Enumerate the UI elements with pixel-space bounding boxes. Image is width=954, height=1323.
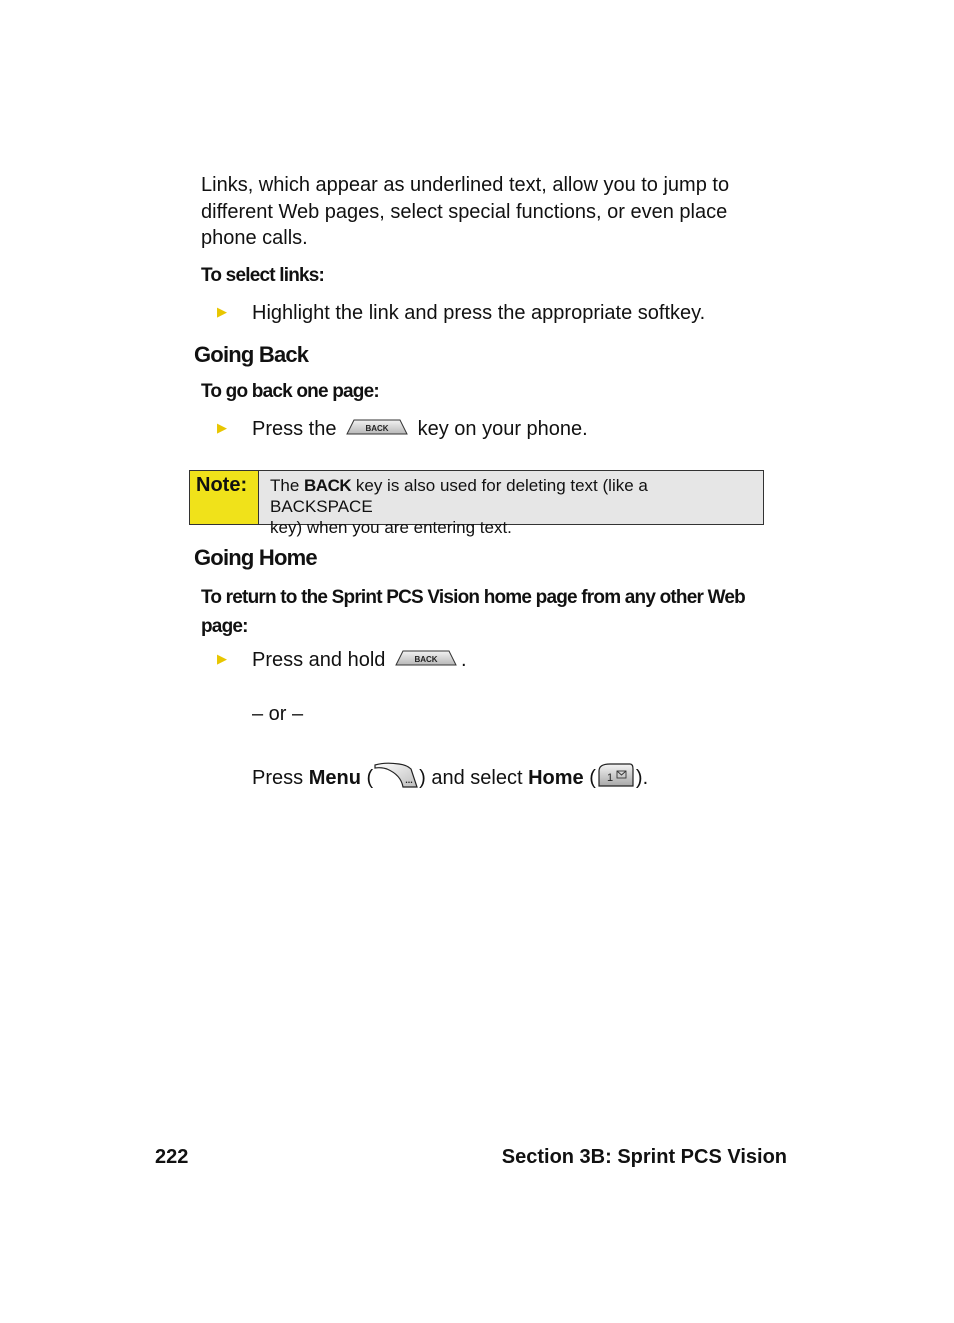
note-box [189,470,764,537]
section-heading-going-home: Going Home [194,545,317,570]
step-text: Press [252,767,304,790]
intro-paragraph [201,172,729,252]
section-title: Section 3B: Sprint PCS Vision [501,1146,787,1168]
note-key-name: BACK [304,476,352,495]
back-key-icon [395,647,457,674]
menu-key-name: Menu [308,767,361,790]
procedure-line: page: [201,616,248,637]
intro-line: Links, which appear as underlined text, allow you to jump to [201,174,730,196]
step-text: . [460,649,467,671]
or-separator: – or – [252,703,304,725]
step-go-back [252,416,588,443]
step-text: Press and hold [252,649,386,671]
home-key-name: Home [528,767,584,790]
note-text [270,475,755,538]
step-press-hold-back [252,647,467,674]
procedure-heading-go-home [201,583,745,641]
procedure-heading-go-back: To go back one page: [201,381,379,402]
step-text: ) and select [419,767,523,790]
bullet-arrow-icon: ▶ [217,651,227,666]
step-text: ). [635,767,649,790]
step-text: key on your phone. [417,418,588,440]
note-text-part: The [270,476,300,495]
back-key-icon [346,416,408,443]
note-text-part: key) when you are entering text. [270,518,512,537]
step-menu-home [252,761,648,797]
note-text-part: key is also used for deleting text (like a BACKSPACE [270,476,648,516]
step-text: ( [589,767,596,790]
step-text: ( [366,767,374,790]
procedure-heading-select-links: To select links: [201,265,325,286]
intro-line: phone calls. [201,227,308,249]
home-key-icon [596,761,636,797]
note-label: Note: [190,471,259,524]
back-key-label: BACK [365,424,389,434]
home-key-glyph: 1 [606,772,613,784]
back-key-label: BACK [414,655,438,665]
bullet-arrow-icon: ▶ [217,304,227,319]
intro-line: different Web pages, select special functions, or even place [201,200,728,223]
page-number: 222 [155,1146,189,1168]
bullet-arrow-icon: ▶ [217,420,227,435]
procedure-line: To return to the Sprint PCS Vision home page from any other Web [201,587,745,608]
step-text: Press the [252,418,337,440]
section-heading-going-back: Going Back [194,342,309,367]
menu-key-icon [373,761,419,797]
step-select-link: Highlight the link and press the appropriate softkey. [252,302,706,324]
menu-key-glyph: ... [405,775,413,785]
